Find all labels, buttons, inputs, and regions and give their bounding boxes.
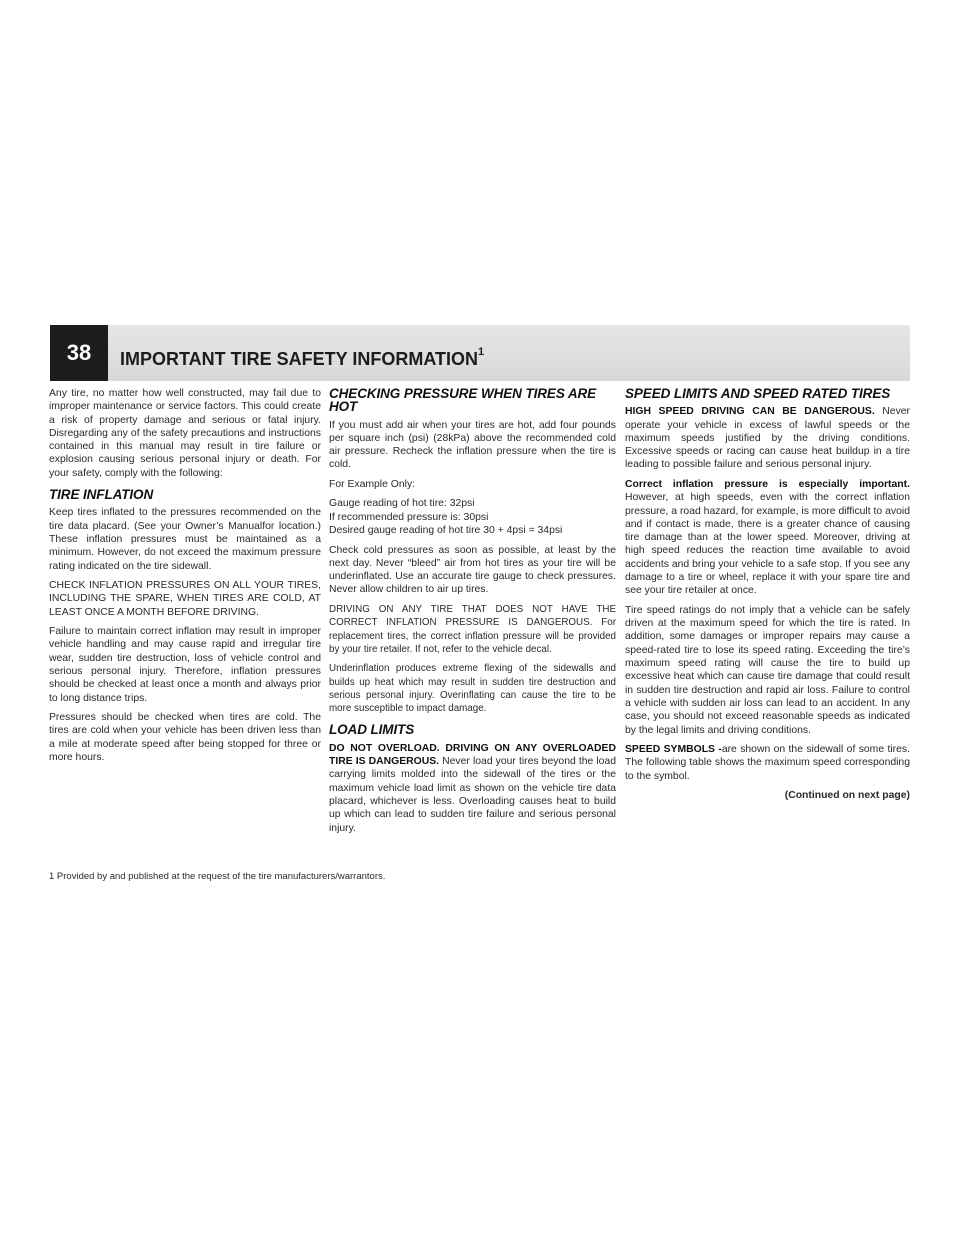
hot-tires-paragraph-3: Check cold pressures as soon as possible, at least by the next day. Never “bleed” air from hot tires as your tire will be underinflated. Use an accurate tire gauge to check pressures. Never allow children to air up tires. xyxy=(329,544,616,596)
high-speed-warning: HIGH SPEED DRIVING CAN BE DANGEROUS. xyxy=(625,406,875,418)
speed-symbols-text: are shown on the sidewall of some tires. The following table shows the maximum speed corresponding to the symbol. xyxy=(625,743,910,782)
high-speed-text: Never operate your vehicle in excess of lawful speeds or the maximum speeds justified by the driving conditions. Excessive speeds or racing can cause heat buildup in a tire leading to possible failure and serious personal injury. xyxy=(625,406,911,471)
column-middle xyxy=(329,387,616,841)
speed-symbols-lead: SPEED SYMBOLS - xyxy=(625,743,722,755)
column-left xyxy=(49,387,321,770)
example-block xyxy=(329,497,616,537)
load-limits-warning: DO NOT OVERLOAD. DRIVING ON ANY OVERLOADED TIRE IS DANGEROUS. xyxy=(329,742,616,768)
footnote: 1 Provided by and published at the request of the tire manufacturers/warrantors. xyxy=(49,871,386,882)
hot-tires-paragraph-5: Underinflation produces extreme flexing of the sidewalls and builds up heat which may result in sudden tire destruction and serious personal injury. Overinflating can cause the tire to be more susceptible to impact damage. xyxy=(329,663,616,715)
inflation-important-lead: Correct inflation pressure is especially important. xyxy=(625,478,910,490)
speed-paragraph-2 xyxy=(625,478,910,598)
speed-paragraph-4 xyxy=(625,743,910,783)
continued-note: (Continued on next page) xyxy=(784,790,910,802)
tire-inflation-heading: TIRE INFLATION xyxy=(49,487,154,503)
speed-paragraph-3: Tire speed ratings do not imply that a vehicle can be safely driven at the maximum speed for which the tire is rated. In addition, some damages or improper repairs may cause a speed-rated tire to lose its speed rating. Exceeding the tire’s maximum speed rating will cause the tire to build up excessive heat which can cause tire damage that could result in sudden tire destruction and rapid air loss. Failure to control a vehicle with sudden air loss can lead to an accident. In any case, you should not exceed reasonable speeds as indicated by the legal limits and driving conditions. xyxy=(625,604,910,736)
load-limits-paragraph xyxy=(329,742,616,835)
page-title xyxy=(120,325,484,389)
example-line-1: Gauge reading of hot tire: 32psi xyxy=(329,498,475,510)
hot-tires-paragraph-4: DRIVING ON ANY TIRE THAT DOES NOT HAVE THE CORRECT INFLATION PRESSURE IS DANGEROUS. For replacement tires, the correct inflation pressure will be provided by your tire retailer. If not, refer to the vehicle decal. xyxy=(329,603,616,655)
inflation-paragraph-2: CHECK INFLATION PRESSURES ON ALL YOUR TIRES, INCLUDING THE SPARE, WHEN TIRES ARE COLD, AT LEAST ONCE A MONTH BEFORE DRIVING. xyxy=(49,580,321,618)
page-number: 38 xyxy=(50,325,108,381)
intro-paragraph: Any tire, no matter how well constructed, may fail due to improper maintenance or service factors. This could create a risk of property damage and serious or fatal injury. Disregarding any of the safety precautions and instructions contained in this manual may result in tire failure or explosion causing serious personal injury or death. For your safety, comply with the following: xyxy=(49,388,321,479)
example-line-2: If recommended pressure is: 30psi xyxy=(329,511,489,523)
speed-paragraph-1 xyxy=(625,405,910,471)
load-limits-text: Never load your tires beyond the load carrying limits molded into the sidewall of the tires or the maximum vehicle load limit as shown on the vehicle tire data placard, whichever is less. Overloading causes heat to build up which can lead to sudden tire failure and serious personal injury. xyxy=(329,756,616,834)
example-line-3: Desired gauge reading of hot tire 30 + 4psi = 34psi xyxy=(329,525,563,537)
column-right xyxy=(625,387,910,802)
hot-tires-paragraph-1: If you must add air when your tires are hot, add four pounds per square inch (psi) (28kPa) above the recommended cold air pressure. Recheck the inflation pressure when the tire is cold. xyxy=(329,419,616,471)
page-title-text: IMPORTANT TIRE SAFETY INFORMATION xyxy=(120,349,478,369)
inflation-important-text: However, at high speeds, even with the correct inflation pressure, a road hazard, for example, is more difficult to avoid and if contact is made, there is a greater chance of causing tire damage than at the lower speed. Moreover, driving at high speed reduces the reaction time available to avoid accidents and bring your vehicle to a safe stop. If you see any damage to a tire or wheel, replace it with your spare tire and see your tire retailer at once. xyxy=(625,492,910,597)
inflation-paragraph-3: Failure to maintain correct inflation may result in improper vehicle handling and may cause rapid and irregular tire wear, sudden tire destruction, loss of vehicle control and serious personal injury. Therefore, inflation pressures should be checked at least once a month and always prior to long distance trips. xyxy=(49,626,321,704)
load-limits-heading: LOAD LIMITS xyxy=(329,722,415,738)
example-label: For Example Only: xyxy=(329,478,416,490)
title-footnote-marker: 1 xyxy=(478,346,485,358)
speed-limits-heading: SPEED LIMITS AND SPEED RATED TIRES xyxy=(625,386,891,401)
page-header xyxy=(50,325,910,381)
inflation-paragraph-4: Pressures should be checked when tires are cold. The tires are cold when your vehicle has been driven less than a mile at moderate speed after being stopped for three or more hours. xyxy=(49,712,321,763)
hot-tires-heading: CHECKING PRESSURE WHEN TIRES ARE HOT xyxy=(329,386,597,415)
inflation-paragraph-1: Keep tires inflated to the pressures recommended on the tire data placard. (See your Owner’s Manualfor location.) These inflation pressures must be maintained as a minimum. However, do not exceed the maximum pressure rating indicated on the tire sidewall. xyxy=(49,507,321,572)
